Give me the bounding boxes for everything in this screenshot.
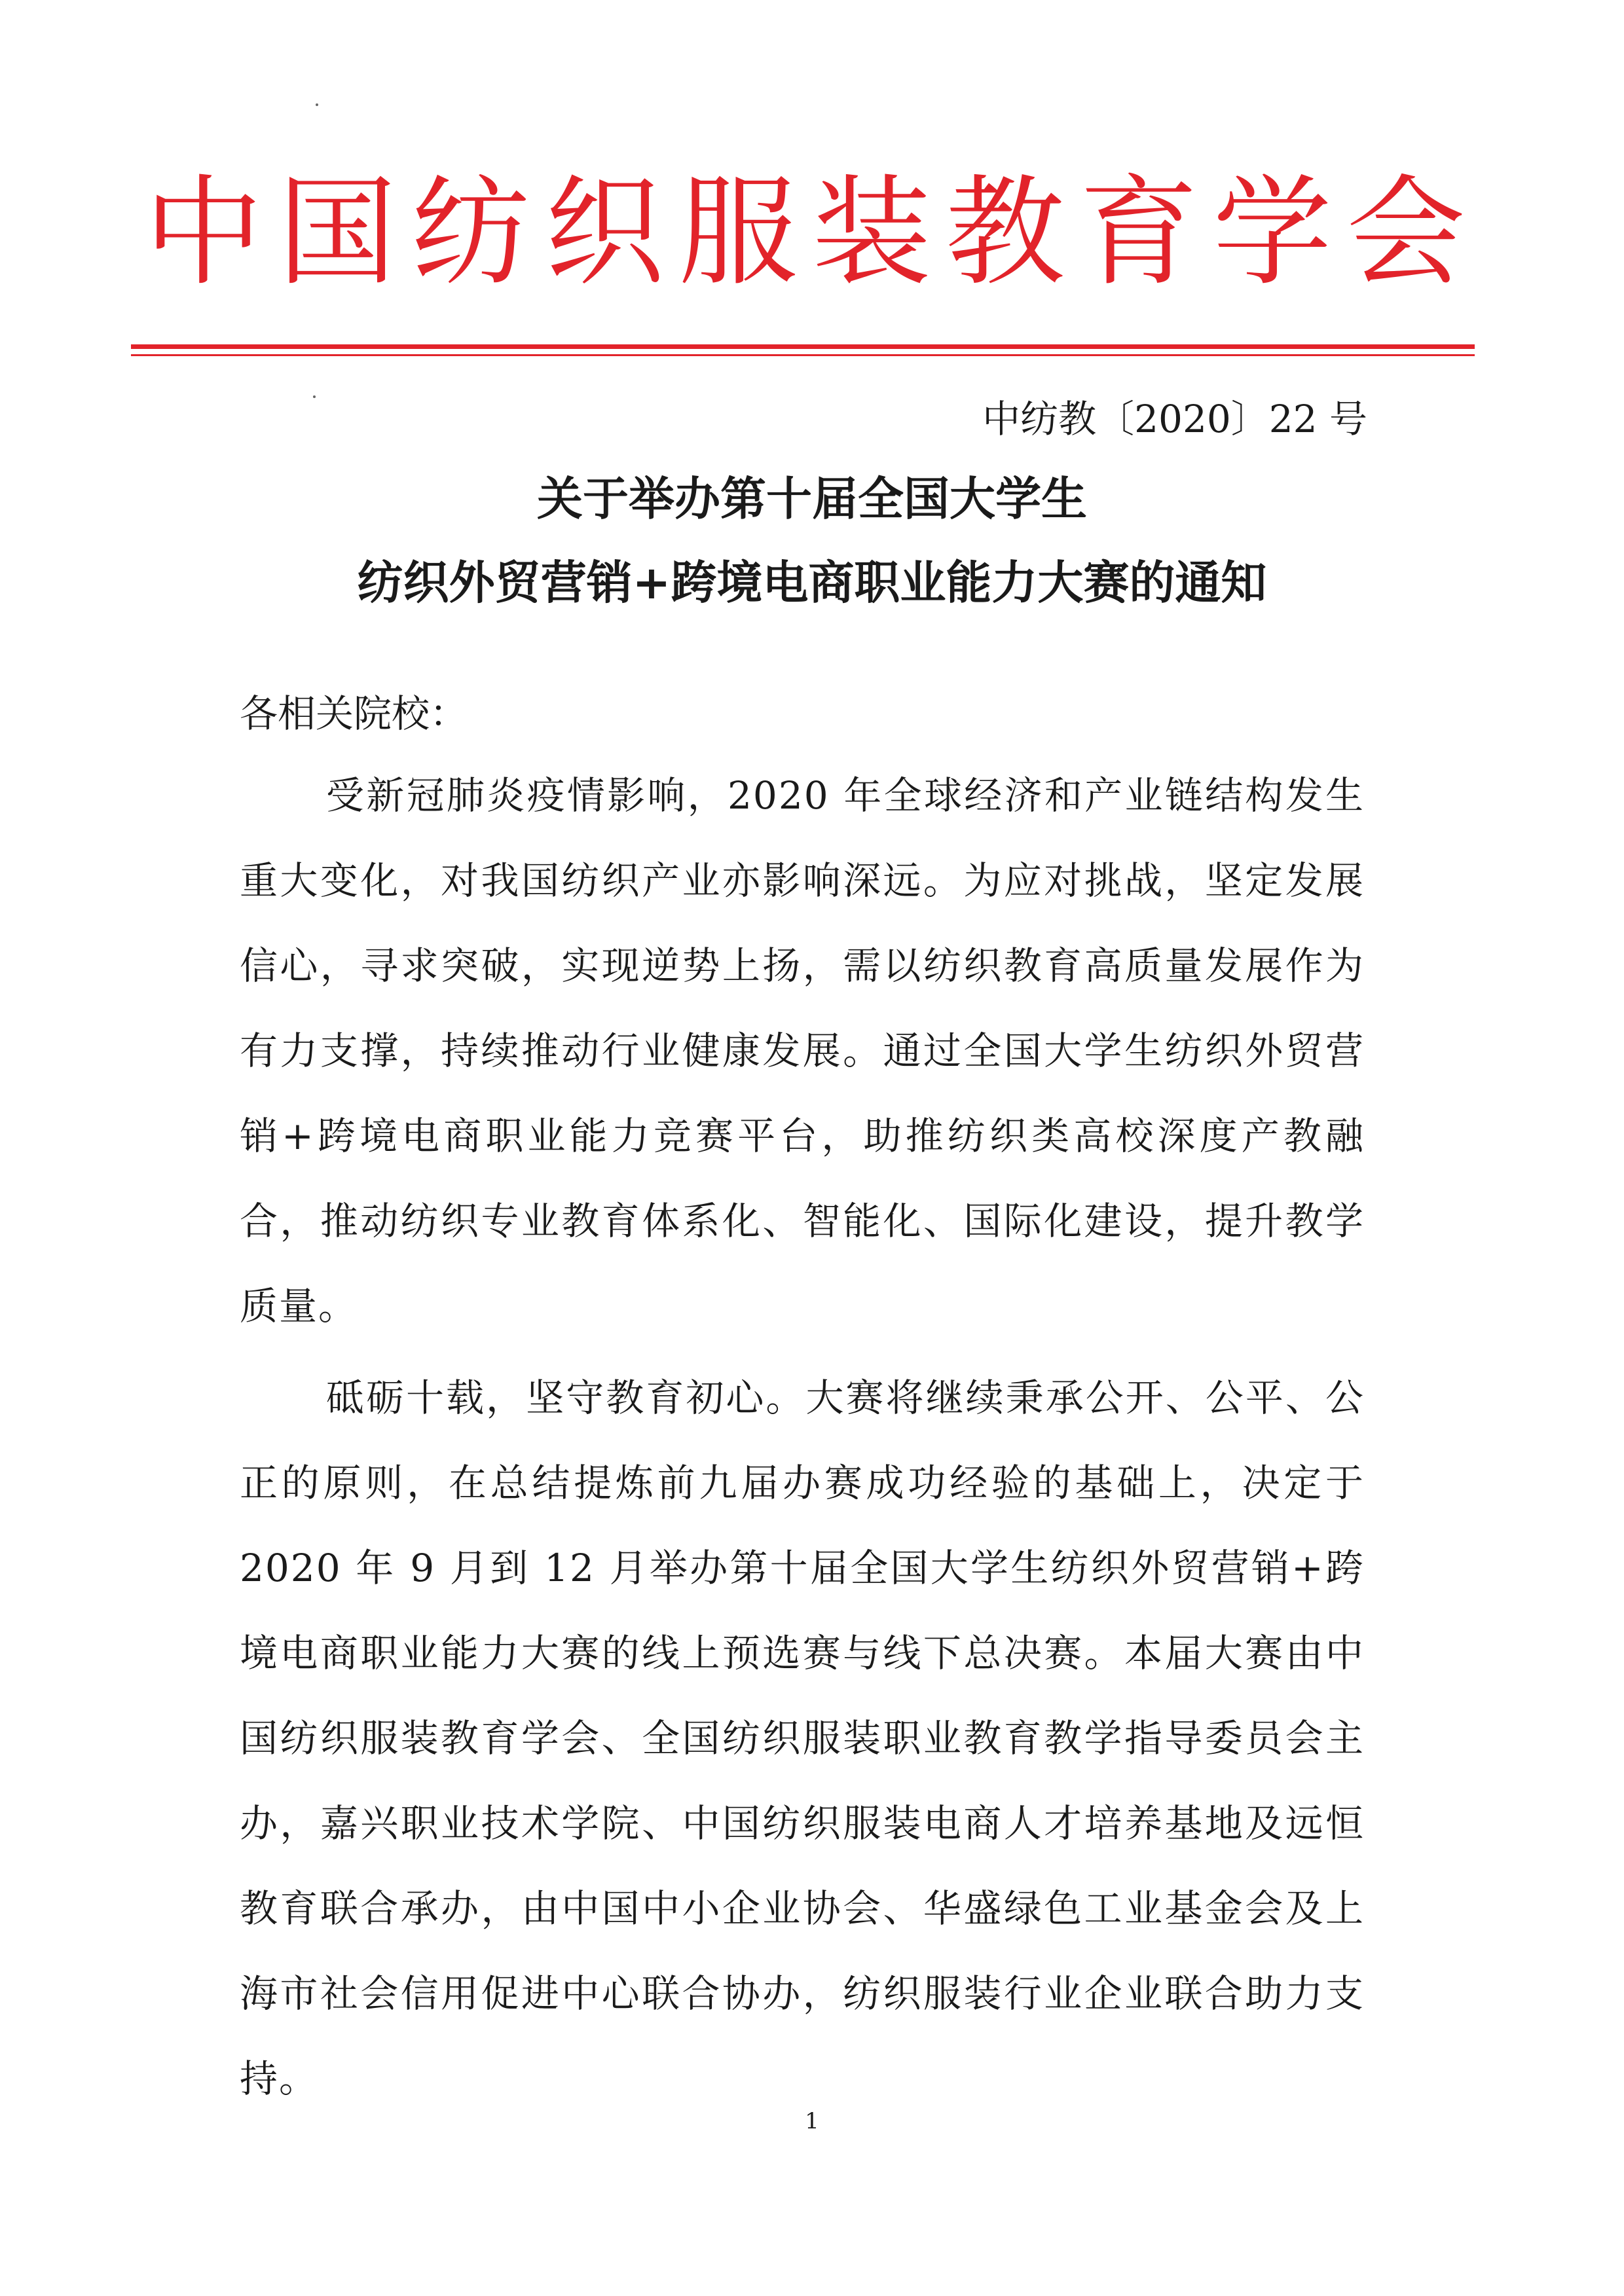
scan-speck	[316, 103, 318, 106]
letterhead-org-name: 中国纺织服装教育学会	[144, 163, 1480, 302]
page-number: 1	[805, 2108, 819, 2134]
scan-speck	[313, 395, 316, 398]
document-number: 中纺教〔2020〕22 号	[982, 397, 1367, 441]
letterhead-rule-thin	[131, 354, 1475, 356]
salutation: 各相关院校：	[240, 691, 468, 736]
letterhead-rule-thick	[131, 344, 1475, 349]
document-title-line-1: 关于举办第十届全国大学生	[537, 471, 1087, 526]
body-paragraph: 受新冠肺炎疫情影响，2020 年全球经济和产业链结构发生重大变化，对我国纺织产业亦影响深远。为应对挑战，坚定发展信心，寻求突破，实现逆势上扬，需以纺织教育高质量发展作为有力支撑，持续推动行业健康发展。通过全国大学生纺织外贸营销+跨境电商职业能力竞赛平台，助推纺织类高校深度产教融合，推动纺织专业教育体系化、智能化、国际化建设，提升教学质量。	[240, 773, 1365, 1328]
document-title-line-2: 纺织外贸营销+跨境电商职业能力大赛的通知	[357, 555, 1267, 610]
body-paragraph: 砥砺十载，坚守教育初心。大赛将继续秉承公开、公平、公正的原则，在总结提炼前九届办赛成功经验的基础上，决定于 2020 年 9 月到 12 月举办第十届全国大学生纺织外贸营销+跨境电商职业能力大赛的线上预选赛与线下总决赛。本届大赛由中国纺织服装教育学会、全国纺织服装职业教育教学指导委员会主办，嘉兴职业技术学院、中国纺织服装电商人才培养基地及远恒教育联合承办，由中国中小企业协会、华盛绿色工业基金会及上海市社会信用促进中心联合协办，纺织服装行业企业联合助力支持。	[240, 1376, 1365, 2101]
